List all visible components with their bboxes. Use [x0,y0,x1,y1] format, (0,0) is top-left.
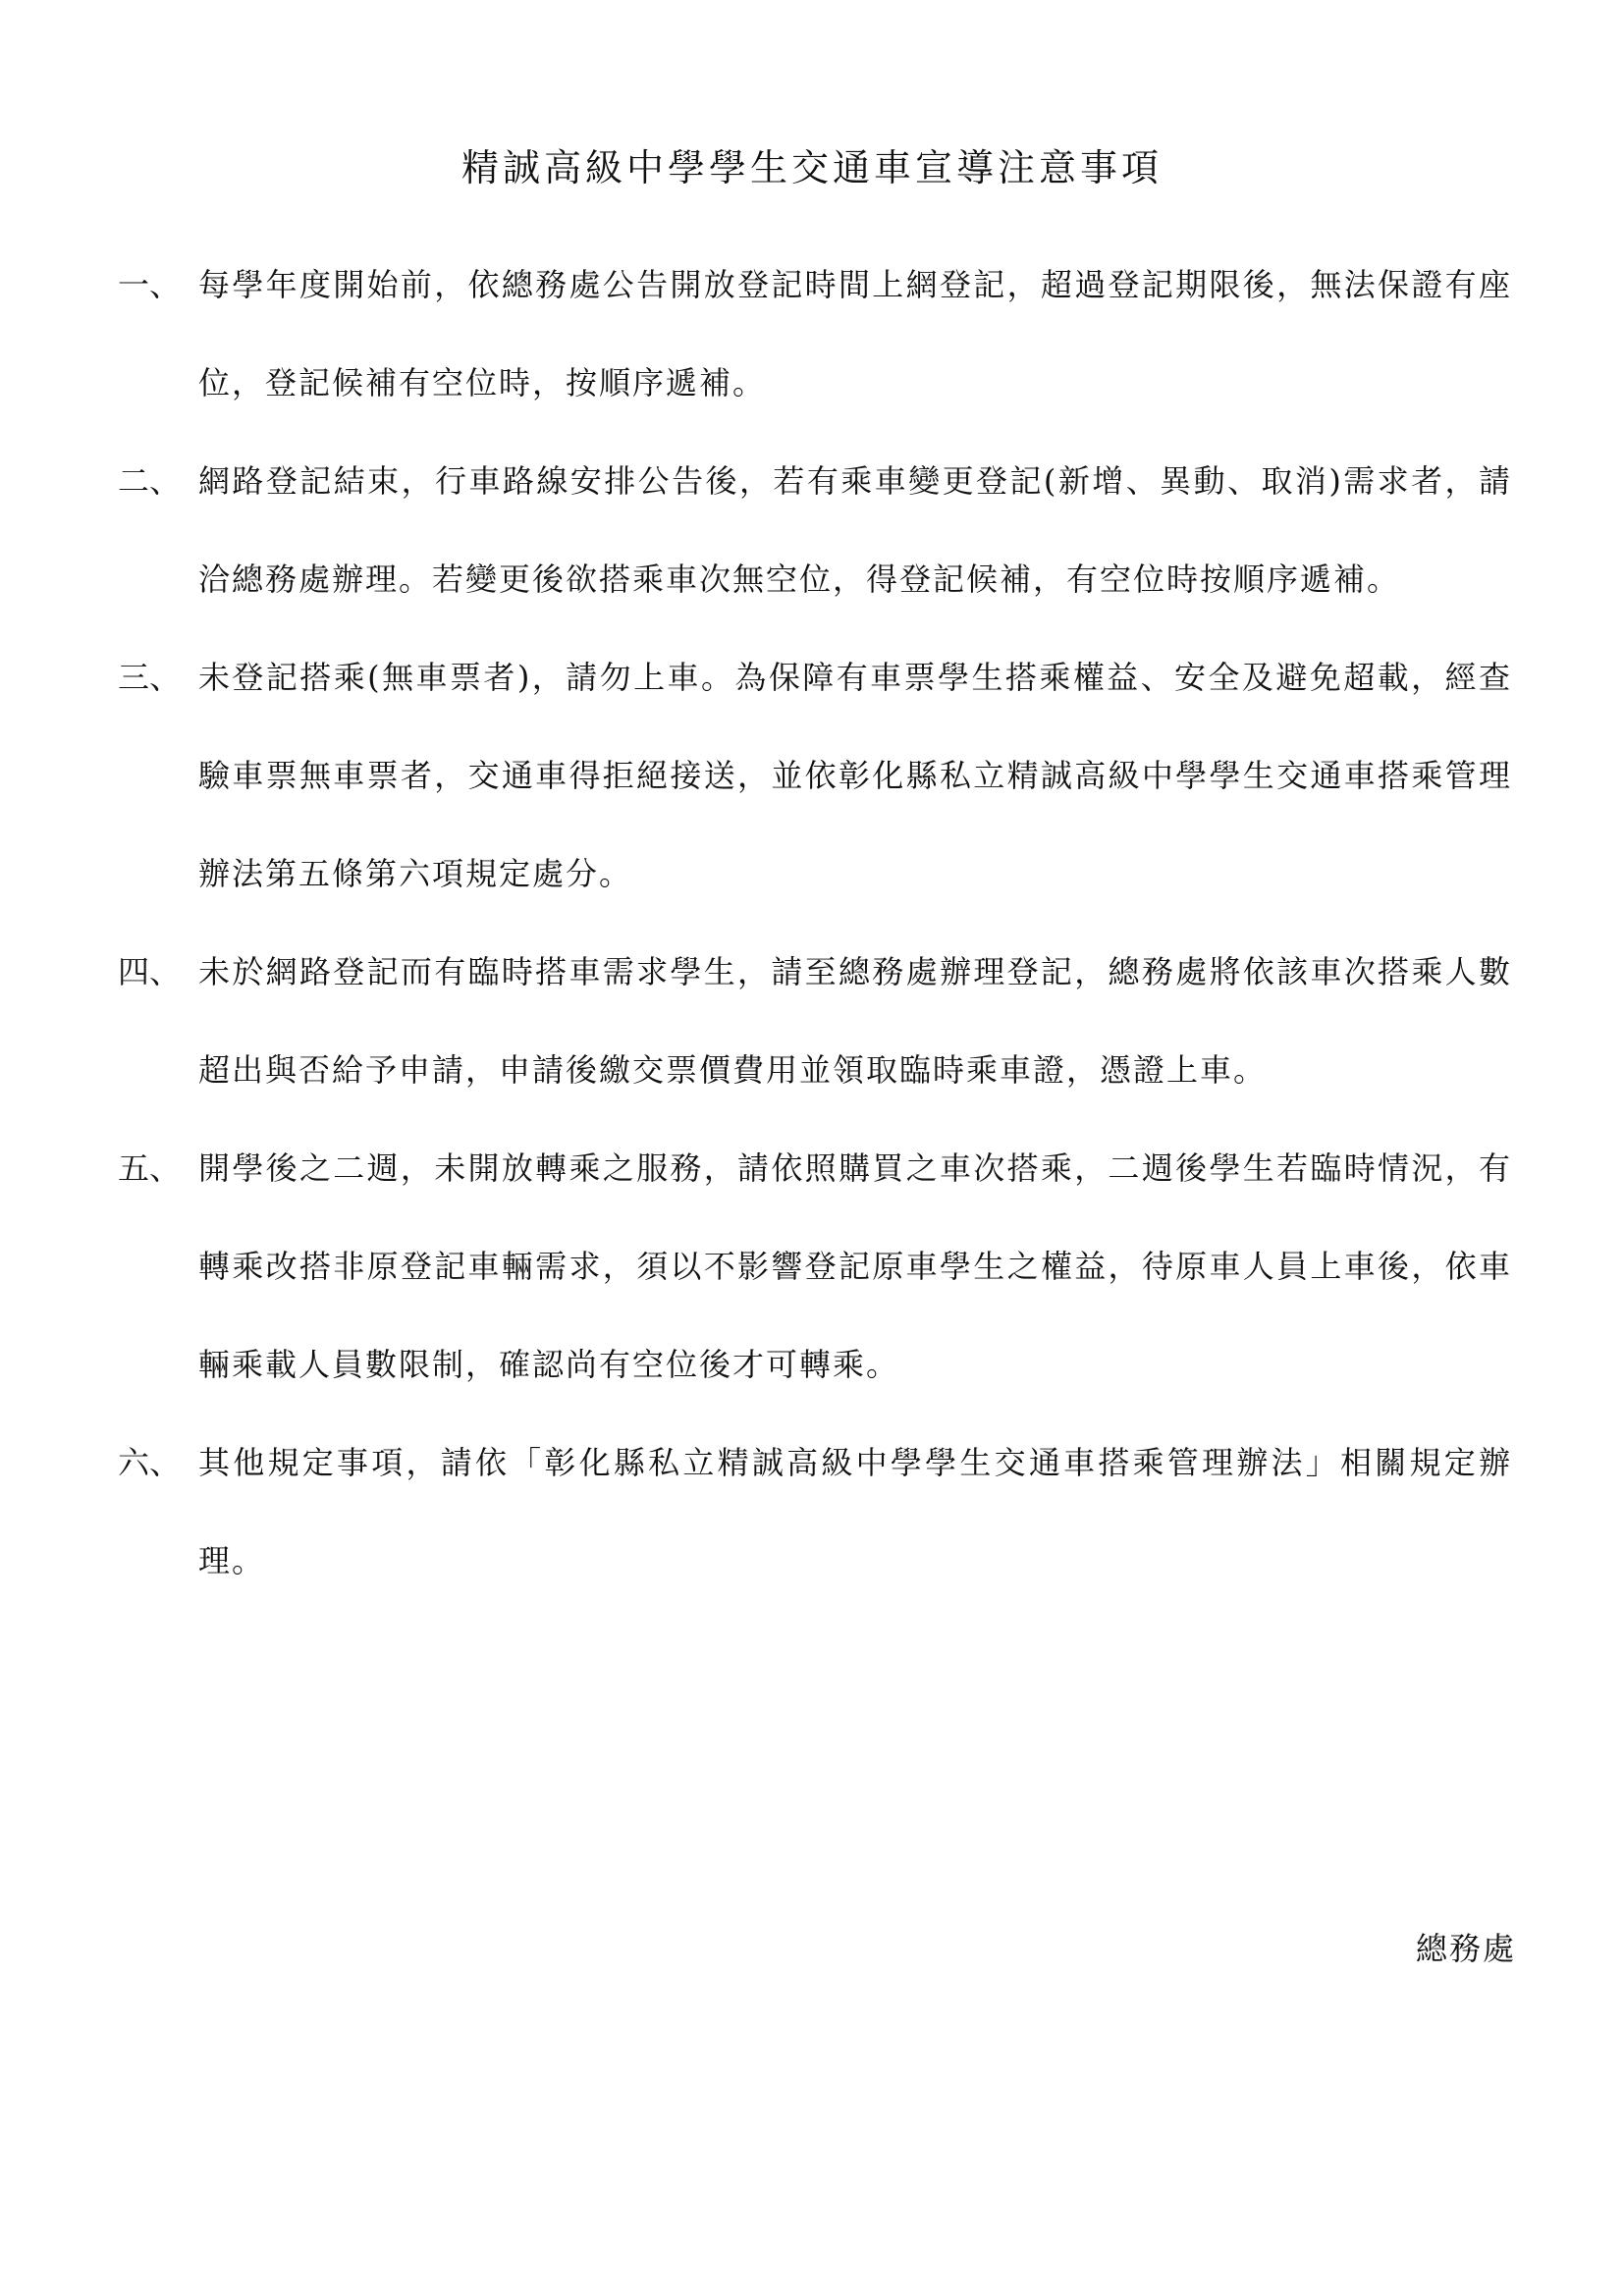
rule-item-3 [118,628,1512,923]
rule-item-1 [118,236,1512,432]
rules-list [118,236,1512,1610]
rule-number: 二、 [118,462,182,500]
rule-text: 未於網路登記而有臨時搭車需求學生，請至總務處辦理登記，總務處將依該車次搭乘人數超出與否給予申請，申請後繳交票價費用並領取臨時乘車證，憑證上車。 [198,953,1512,1089]
rule-text: 其他規定事項，請依「彰化縣私立精誠高級中學學生交通車搭乘管理辦法」相關規定辦理。 [198,1444,1512,1579]
signature-department: 總務處 [1415,1930,1516,1967]
rule-number: 四、 [118,953,182,990]
rule-number: 五、 [118,1149,182,1187]
rule-number: 六、 [118,1444,182,1481]
document-title: 精誠高級中學學生交通車宣導注意事項 [460,146,1163,189]
rule-item-4 [118,923,1512,1119]
rule-item-5 [118,1119,1512,1414]
rule-text: 開學後之二週，未開放轉乘之服務，請依照購買之車次搭乘，二週後學生若臨時情況，有轉乘改搭非原登記車輛需求，須以不影響登記原車學生之權益，待原車人員上車後，依車輛乘載人員數限制，確認尚有空位後才可轉乘。 [198,1149,1512,1383]
rule-item-6 [118,1414,1512,1610]
rule-text: 未登記搭乘(無車票者)，請勿上車。為保障有車票學生搭乘權益、安全及避免超載，經查驗車票無車票者，交通車得拒絕接送，並依彰化縣私立精誠高級中學學生交通車搭乘管理辦法第五條第六項規定處分。 [198,659,1512,892]
rule-text: 網路登記結束，行車路線安排公告後，若有乘車變更登記(新增、異動、取消)需求者，請洽總務處辦理。若變更後欲搭乘車次無空位，得登記候補，有空位時按順序遞補。 [198,462,1512,598]
rule-item-2 [118,432,1512,628]
rule-text: 每學年度開始前，依總務處公告開放登記時間上網登記，超過登記期限後，無法保證有座位，登記候補有空位時，按順序遞補。 [198,266,1512,401]
rule-number: 三、 [118,659,182,696]
rule-number: 一、 [118,266,182,303]
